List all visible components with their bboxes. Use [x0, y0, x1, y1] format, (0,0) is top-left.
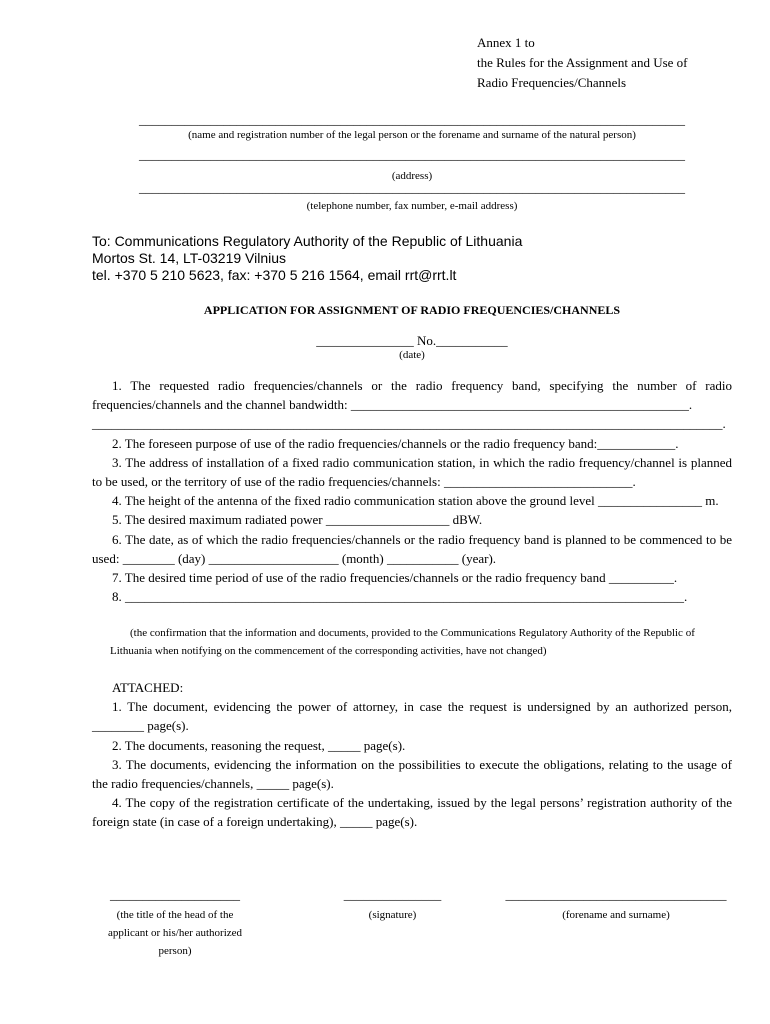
- annex-line-3: Radio Frequencies/Channels: [477, 75, 627, 90]
- application-items: [92, 376, 732, 606]
- attached-item-1[interactable]: 1. The document, evidencing the power of attorney, in case the request is undersigned by an authorized person, ________ page(s).: [92, 699, 732, 734]
- signature-block: [330, 888, 455, 924]
- attached-item-3[interactable]: 3. The documents, evidencing the information on the possibilities to execute the obligations, relating to the usage of the radio frequencies/channels, _____ page(s).: [92, 756, 732, 792]
- item-7[interactable]: 7. The desired time period of use of the radio frequencies/channels or the radio frequency band __________.: [112, 570, 678, 586]
- item-5[interactable]: 5. The desired maximum radiated power ___________________ dBW.: [112, 512, 483, 528]
- applicant-address-field: [137, 148, 687, 184]
- title-line[interactable]: ____________________: [110, 887, 240, 902]
- confirmation-caption: (the confirmation that the information and documents, provided to the Communications Regulatory Authority of the Republic of Lithuania when notifying on the commencement of the corresponding activities, have not changed): [110, 627, 695, 657]
- item-1-continuation[interactable]: _________________________________________________________________________________________________.: [92, 416, 726, 432]
- applicant-contact-line[interactable]: ____________________________________________________________________________________: [139, 181, 685, 195]
- application-title: APPLICATION FOR ASSIGNMENT OF RADIO FREQUENCIES/CHANNELS: [203, 303, 621, 317]
- item-6[interactable]: 6. The date, as of which the radio frequencies/channels or the radio frequency band is planned to be commenced to be used: ________ (day) ____________________ (month) ___________ (year).: [92, 531, 732, 566]
- attached-item-2[interactable]: 2. The documents, reasoning the request, _____ page(s).: [112, 737, 406, 753]
- item-4[interactable]: 4. The height of the antenna of the fixed radio communication station above the ground level ________________ m.: [112, 493, 719, 509]
- date-number-line[interactable]: _______________ No.___________: [316, 333, 508, 348]
- signature-caption: (signature): [368, 909, 417, 921]
- applicant-contact-field: [137, 181, 687, 214]
- name-line[interactable]: __________________________________: [505, 887, 727, 902]
- applicant-name-field: [137, 113, 687, 143]
- recipient-line-3: tel. +370 5 210 5623, fax: +370 5 216 1564, email rrt@rrt.lt: [92, 267, 457, 283]
- annex-line-1: Annex 1 to: [477, 35, 535, 50]
- item-8[interactable]: 8. ______________________________________________________________________________________.: [112, 589, 688, 605]
- signature-line[interactable]: _______________: [343, 887, 442, 902]
- title-caption: (the title of the head of the applicant or his/her authorized person): [107, 909, 243, 957]
- signature-title-block: [100, 888, 250, 960]
- applicant-contact-caption: (telephone number, fax number, e-mail address): [306, 200, 518, 212]
- applicant-address-line[interactable]: ____________________________________________________________________________________: [139, 148, 685, 162]
- annex-reference: [477, 33, 688, 93]
- attached-section: [92, 678, 732, 832]
- applicant-name-line[interactable]: ____________________________________________________________________________________: [139, 113, 685, 127]
- date-caption: (date): [399, 349, 425, 361]
- item-3[interactable]: 3. The address of installation of a fixed radio communication station, in which the radio frequency/channel is planned to be used, or the territory of use of the radio frequencies/channels: _____________________________.: [92, 454, 732, 490]
- name-block: [496, 888, 736, 924]
- item-2[interactable]: 2. The foreseen purpose of use of the radio frequencies/channels or the radio frequency band:____________.: [112, 435, 679, 451]
- applicant-name-caption: (name and registration number of the legal person or the forename and surname of the natural person): [188, 129, 636, 141]
- name-caption: (forename and surname): [562, 909, 670, 921]
- annex-line-2: the Rules for the Assignment and Use of: [477, 55, 688, 70]
- recipient-block: [92, 233, 522, 284]
- recipient-line-2: Mortos St. 14, LT-03219 Vilnius: [92, 250, 287, 266]
- recipient-line-1: To: Communications Regulatory Authority of the Republic of Lithuania: [92, 233, 523, 249]
- attached-item-4[interactable]: 4. The copy of the registration certificate of the undertaking, issued by the legal persons’ registration authority of the foreign state (in case of a foreign undertaking), _____ page(s).: [92, 795, 732, 830]
- item-1[interactable]: 1. The requested radio frequencies/channels or the radio frequency band, specifying the number of radio frequencies/channels and the channel bandwidth: ____________________________________________________.: [92, 378, 732, 413]
- attached-heading: ATTACHED:: [112, 680, 184, 695]
- applicant-address-caption: (address): [391, 170, 433, 182]
